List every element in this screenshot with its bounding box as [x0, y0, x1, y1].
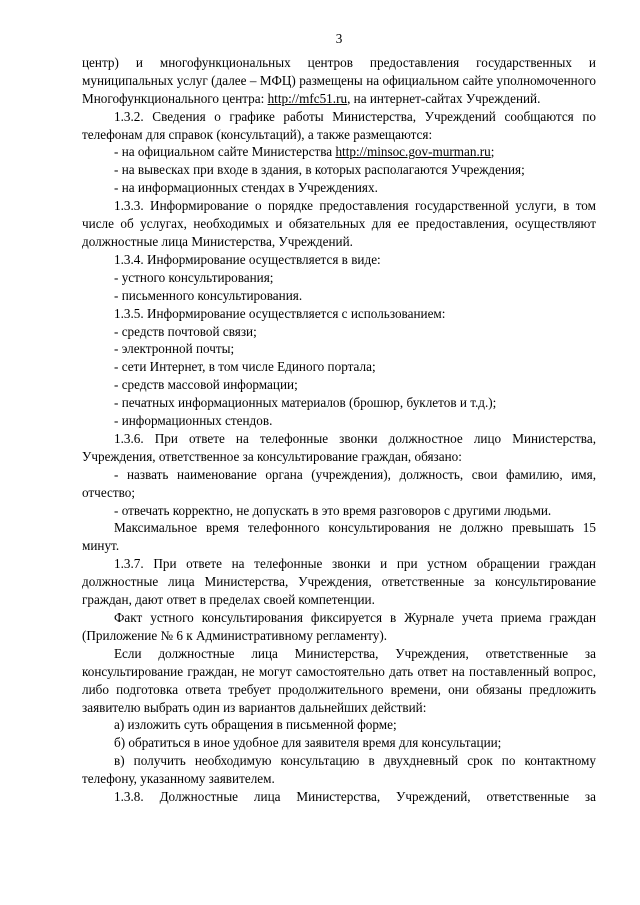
list-item-media: - средств массовой информации;: [114, 377, 298, 393]
list-item-name-organ: - назвать наименование органа (учреждения), должность, свои фамилию, имя, отчество;: [82, 466, 596, 500]
paragraph-1-3-7: 1.3.7. При ответе на телефонные звонки и при устном обращении граждан должностные лица Министерства, Учреждения, ответственные за консультирование граждан, дают ответ в пределах своей компетенции.: [82, 556, 596, 608]
list-item-b: б) обратиться в иное удобное для заявителя время для консультации;: [114, 735, 502, 751]
list-item-written: - письменного консультирования.: [114, 287, 303, 303]
list-item-answer-correctly: - отвечать корректно, не допускать в это время разговоров с другими людьми.: [114, 502, 552, 518]
paragraph-1-3-6: 1.3.6. При ответе на телефонные звонки должностное лицо Министерства, Учреждения, ответственное за консультирование граждан, обязано:: [82, 430, 596, 464]
paragraph-text: , на интернет-сайтах Учреждений.: [347, 90, 541, 106]
list-item-email: - электронной почты;: [114, 341, 235, 357]
paragraph-text: центр) и многофункциональных центров предоставления государственных и муниципальных услуг (далее – МФЦ) размещены на официальном сайте уполномоченного Многофункционального центра:: [82, 54, 596, 106]
paragraph-1-3-5: 1.3.5. Информирование осуществляется с использованием:: [114, 305, 446, 321]
list-item-info-stands: - на информационных стендах в Учреждениях.: [114, 180, 378, 196]
paragraph-cannot-answer: Если должностные лица Министерства, Учреждения, ответственные за консультирование граждан, не могут самостоятельно дать ответ на поставленный вопрос, либо подготовка ответа требует продолжительного времени, они обязаны предложить заявителю выбрать один из вариантов дальнейших действий:: [82, 645, 596, 715]
list-item-oral: - устного консультирования;: [114, 269, 274, 285]
list-item-stands: - информационных стендов.: [114, 413, 273, 429]
page-number: 3: [335, 31, 343, 46]
paragraph-text: ;: [490, 144, 495, 160]
list-item-ministry-site: [82, 143, 596, 161]
paragraph-1-3-8: 1.3.8. Должностные лица Министерства, Учреждений, ответственные за: [114, 789, 596, 805]
list-item-a: а) изложить суть обращения в письменной форме;: [114, 717, 397, 733]
list-item-printed: - печатных информационных материалов (брошюр, буклетов и т.д.);: [114, 395, 497, 411]
list-item-c: в) получить необходимую консультацию в двухдневный срок по контактному телефону, указанному заявителем.: [82, 753, 596, 787]
paragraph-1-3-2: 1.3.2. Сведения о графике работы Министерства, Учреждений сообщаются по телефонам для справок (консультаций), а также размещаются:: [82, 108, 596, 142]
paragraph-mfc-websites: [82, 54, 596, 108]
document-page: [82, 30, 596, 806]
paragraph-1-3-4: 1.3.4. Информирование осуществляется в виде:: [114, 251, 381, 267]
list-item-postal: - средств почтовой связи;: [114, 323, 257, 339]
paragraph-text: - на официальном сайте Министерства: [114, 144, 336, 160]
list-item-signboards: - на вывесках при входе в здания, в которых располагаются Учреждения;: [114, 162, 525, 178]
paragraph-journal: Факт устного консультирования фиксируется в Журнале учета приема граждан (Приложение № 6 к Административному регламенту).: [82, 610, 596, 643]
paragraph-1-3-3: 1.3.3. Информирование о порядке предоставления государственной услуги, в том числе об услугах, необходимых и обязательных для ее предоставления, осуществляют должностные лица Министерства, Учреждений.: [82, 198, 596, 249]
list-item-internet: - сети Интернет, в том числе Единого портала;: [114, 359, 376, 375]
paragraph-max-time: Максимальное время телефонного консультирования не должно превышать 15 минут.: [82, 520, 596, 554]
mfc-site-link[interactable]: http://mfc51.ru: [267, 90, 348, 106]
ministry-site-link[interactable]: http://minsoc.gov-murman.ru: [335, 144, 491, 160]
